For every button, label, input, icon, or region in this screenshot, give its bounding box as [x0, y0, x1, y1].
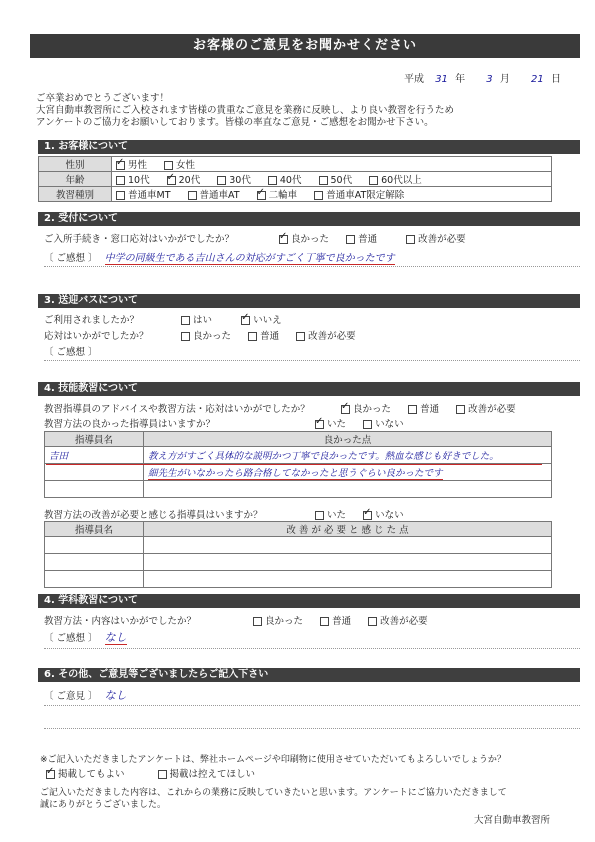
option-label: 良かった — [265, 616, 304, 627]
option-label: はい — [193, 315, 213, 326]
table-row — [39, 157, 552, 172]
skills-q1: 教習指導員のアドバイスや教習方法・応対はいかがでしたか？ — [44, 404, 310, 415]
option-no[interactable] — [241, 312, 282, 326]
table-row — [45, 432, 552, 447]
good-point-cell[interactable] — [144, 464, 552, 481]
option-label: 60代以上 — [381, 175, 422, 186]
option-at[interactable] — [188, 187, 240, 201]
checkbox-checked[interactable] — [167, 176, 176, 185]
checkbox[interactable] — [248, 332, 257, 341]
option-label: 普通 — [420, 404, 440, 415]
option-label: 20代 — [178, 175, 201, 186]
column-header: 指導員名 — [45, 432, 144, 447]
customer-table — [38, 156, 552, 202]
date-year: 31 — [435, 74, 448, 85]
option-normal[interactable] — [408, 401, 439, 415]
option-publish-no[interactable] — [158, 766, 256, 780]
checkbox[interactable] — [116, 191, 125, 200]
comment-label: 〔 ご感想 〕 — [44, 253, 98, 264]
date-era: 平成 — [404, 74, 424, 85]
divider — [44, 648, 580, 649]
checkbox-checked[interactable] — [341, 405, 350, 414]
option-label: 改善が必要 — [308, 331, 356, 342]
intro-text — [36, 93, 576, 129]
option-10s[interactable] — [116, 172, 150, 186]
age-options — [112, 172, 552, 187]
column-header: 良かった点 — [144, 432, 552, 447]
checkbox-checked[interactable] — [363, 511, 372, 520]
checkbox[interactable] — [181, 332, 190, 341]
improve-point-cell[interactable] — [144, 537, 552, 554]
option-label: 改善が必要 — [380, 616, 428, 627]
option-label: 50代 — [330, 175, 353, 186]
reception-comment[interactable]: 中学の同級生である吉山さんの対応がすごく丁寧で良かったです — [104, 253, 395, 264]
option-label: 良かった — [353, 404, 392, 415]
date-month-unit: 月 — [499, 74, 510, 85]
checkbox[interactable] — [181, 316, 190, 325]
option-label: 女性 — [176, 160, 196, 171]
table-row — [45, 447, 552, 464]
skills-q1-row — [44, 401, 516, 415]
intro-line: ご卒業おめでとうございます！ — [36, 93, 170, 104]
course-options — [112, 187, 552, 202]
checkbox[interactable] — [319, 176, 328, 185]
option-label: 掲載してもよい — [58, 769, 125, 780]
option-label: いない — [375, 510, 404, 521]
checkbox-checked[interactable] — [241, 316, 250, 325]
instructor-name-cell[interactable] — [45, 554, 144, 571]
instructor-name: 吉田 — [49, 451, 69, 462]
divider — [44, 705, 580, 706]
option-motorcycle[interactable] — [257, 187, 298, 201]
checkbox[interactable] — [314, 191, 323, 200]
instructor-name-cell[interactable] — [45, 481, 144, 498]
table-row — [45, 522, 552, 537]
option-needs-improvement[interactable] — [406, 231, 466, 245]
other-comment-row — [44, 687, 127, 703]
checkbox[interactable] — [116, 176, 125, 185]
good-point: 細先生がいなかったら路合格してなかったと思うぐらい良かったです — [148, 468, 443, 479]
option-at-release[interactable] — [314, 187, 404, 201]
improve-point-cell[interactable] — [144, 554, 552, 571]
option-label: 40代 — [279, 175, 302, 186]
option-label: いた — [327, 510, 347, 521]
divider — [44, 728, 580, 729]
option-yes[interactable] — [181, 312, 212, 326]
option-label: 普通 — [260, 331, 280, 342]
option-needs-improvement[interactable] — [296, 328, 356, 342]
instructor-name-cell[interactable] — [45, 571, 144, 588]
classroom-question: 教習方法・内容はいかがでしたか？ — [44, 616, 197, 627]
date-day: 21 — [531, 74, 544, 85]
option-label: 30代 — [229, 175, 251, 186]
option-50s[interactable] — [319, 172, 353, 186]
bus-use-question: ご利用されましたか？ — [44, 315, 140, 326]
improve-point-cell[interactable] — [144, 571, 552, 588]
option-label: 掲載は控えてほしい — [169, 769, 256, 780]
checkbox[interactable] — [158, 770, 167, 779]
improve-instructor-table — [44, 521, 552, 588]
skills-q3: 教習方法の改善が必要と感じる指導員はいますか？ — [44, 510, 263, 521]
option-mt[interactable] — [116, 187, 171, 201]
section-bus-header: 3. 送迎バスについて — [38, 294, 580, 308]
date-year-unit: 年 — [455, 74, 466, 85]
classroom-question-row — [44, 613, 442, 627]
checkbox[interactable] — [368, 617, 377, 626]
checkbox-checked[interactable] — [315, 420, 324, 429]
row-label: 教習種別 — [39, 187, 112, 202]
checkbox[interactable] — [253, 617, 262, 626]
classroom-comment[interactable]: なし — [104, 631, 127, 644]
bus-service-question: 応対はいかがでしたか？ — [44, 331, 149, 342]
bus-use-row — [44, 312, 296, 326]
option-label: 10代 — [128, 175, 150, 186]
option-label: 改善が必要 — [468, 404, 516, 415]
table-row — [45, 554, 552, 571]
checkbox[interactable] — [217, 176, 226, 185]
option-label: 普通車AT — [199, 190, 240, 201]
skills-q3-row — [44, 507, 418, 521]
intro-line: 大宮自動車教習所にご入校されます皆様の貴重なご意見を業務に反映し、より良い教習を行うため — [36, 105, 455, 116]
checkbox[interactable] — [188, 191, 197, 200]
instructor-name-cell[interactable] — [45, 537, 144, 554]
gender-options — [112, 157, 552, 172]
option-needs-improvement[interactable] — [368, 613, 428, 627]
bus-comment-label: 〔 ご感想 〕 — [44, 347, 98, 358]
other-comment[interactable]: なし — [104, 689, 127, 702]
checkbox[interactable] — [369, 176, 378, 185]
reception-comment-row — [44, 249, 580, 264]
checkbox[interactable] — [268, 176, 277, 185]
option-60s[interactable] — [369, 172, 422, 186]
good-point-cell[interactable] — [144, 481, 552, 498]
divider — [44, 266, 580, 267]
option-female[interactable] — [164, 157, 195, 171]
option-no[interactable] — [363, 416, 404, 430]
option-good[interactable] — [181, 328, 231, 342]
checkbox[interactable] — [315, 511, 324, 520]
option-label: 男性 — [128, 160, 148, 171]
option-normal[interactable] — [346, 231, 377, 245]
skills-q2-row — [44, 416, 418, 430]
checkbox[interactable] — [296, 332, 305, 341]
option-label: いない — [375, 419, 404, 430]
checkbox-checked[interactable] — [279, 235, 288, 244]
option-label: 普通 — [358, 234, 378, 245]
option-male[interactable] — [116, 157, 147, 171]
publish-question: ※ご記入いただきましたアンケートは、弊社ホームページや印刷物に使用させていただいてもよろしいでしょうか？ — [40, 755, 506, 765]
option-publish-ok[interactable] — [46, 766, 125, 780]
checkbox-checked[interactable] — [46, 770, 55, 779]
option-label: 普通車AT限定解除 — [326, 190, 405, 201]
option-needs-improvement[interactable] — [456, 401, 516, 415]
table-row — [39, 187, 552, 202]
table-row — [45, 571, 552, 588]
column-header: 改 善 が 必 要 と 感 じ た 点 — [144, 522, 552, 537]
checkbox-checked[interactable] — [116, 161, 125, 170]
checkbox[interactable] — [320, 617, 329, 626]
skills-q2: 教習方法の良かった指導員はいますか？ — [44, 419, 216, 430]
table-row — [45, 537, 552, 554]
row-label: 性別 — [39, 157, 112, 172]
option-40s[interactable] — [268, 172, 302, 186]
table-row — [45, 481, 552, 498]
option-label: 良かった — [291, 234, 330, 245]
classroom-comment-row — [44, 629, 127, 645]
section-reception-header: 2. 受付について — [38, 212, 580, 226]
date-day-unit: 日 — [550, 74, 561, 85]
comment-label: 〔 ご意見 〕 — [44, 691, 98, 702]
reception-question: ご入所手続き・窓口応対はいかがでしたか？ — [44, 234, 235, 245]
good-point-cell[interactable] — [144, 447, 552, 464]
option-normal[interactable] — [248, 328, 279, 342]
section-other-header: 6. その他、ご意見等ございましたらご記入下さい — [38, 668, 580, 682]
row-label: 年齢 — [39, 172, 112, 187]
option-label: 二輪車 — [268, 190, 298, 201]
option-normal[interactable] — [320, 613, 351, 627]
option-label: 良かった — [193, 331, 232, 342]
thanks-line: 誠にありがとうございました。 — [40, 800, 167, 810]
thanks-text — [40, 787, 580, 811]
option-20s[interactable] — [167, 172, 201, 186]
option-label: 改善が必要 — [418, 234, 466, 245]
good-point: 教え方がすごく具体的な説明かつ丁寧で良かったです。熱血な感じも好きでした。 — [148, 451, 499, 462]
table-row — [45, 464, 552, 481]
option-no[interactable] — [363, 507, 404, 521]
option-good[interactable] — [253, 613, 303, 627]
section-skills-header: 4. 技能教習について — [38, 382, 580, 396]
checkbox[interactable] — [164, 161, 173, 170]
option-30s[interactable] — [217, 172, 251, 186]
option-label: いいえ — [253, 315, 282, 326]
option-yes[interactable] — [315, 507, 346, 521]
comment-label: 〔 ご感想 〕 — [44, 633, 98, 644]
reception-question-row — [44, 231, 480, 245]
intro-line: アンケートのご協力をお願いしております。皆様の率直なご意見・ご感想をお聞かせ下さい。 — [36, 117, 434, 128]
instructor-name-cell[interactable] — [45, 447, 144, 464]
option-good[interactable] — [279, 231, 329, 245]
section-customer-header: 1. お客様について — [38, 140, 580, 154]
option-label: 普通車MT — [128, 190, 171, 201]
option-label: 普通 — [332, 616, 352, 627]
publish-options — [46, 766, 269, 780]
checkbox[interactable] — [406, 235, 415, 244]
option-label: いた — [327, 419, 347, 430]
divider — [44, 360, 580, 361]
checkbox[interactable] — [346, 235, 355, 244]
column-header: 指導員名 — [45, 522, 144, 537]
handwritten-underline — [46, 464, 542, 465]
checkbox-checked[interactable] — [257, 191, 266, 200]
bus-service-row — [44, 328, 370, 342]
form-title: お客様のご意見をお聞かせください — [30, 34, 580, 58]
table-row — [39, 172, 552, 187]
option-good[interactable] — [341, 401, 391, 415]
instructor-name-cell[interactable] — [45, 464, 144, 481]
date-month: 3 — [486, 74, 493, 85]
checkbox[interactable] — [456, 405, 465, 414]
checkbox[interactable] — [408, 405, 417, 414]
date-line — [404, 70, 561, 85]
company-name: 大宮自動車教習所 — [474, 815, 551, 826]
checkbox[interactable] — [363, 420, 372, 429]
thanks-line: ご記入いただきました内容は、これからの業務に反映していきたいと思います。アンケートにご協力いただきまして — [40, 788, 507, 798]
section-classroom-header: 4. 学科教習について — [38, 594, 580, 608]
option-yes[interactable] — [315, 416, 346, 430]
